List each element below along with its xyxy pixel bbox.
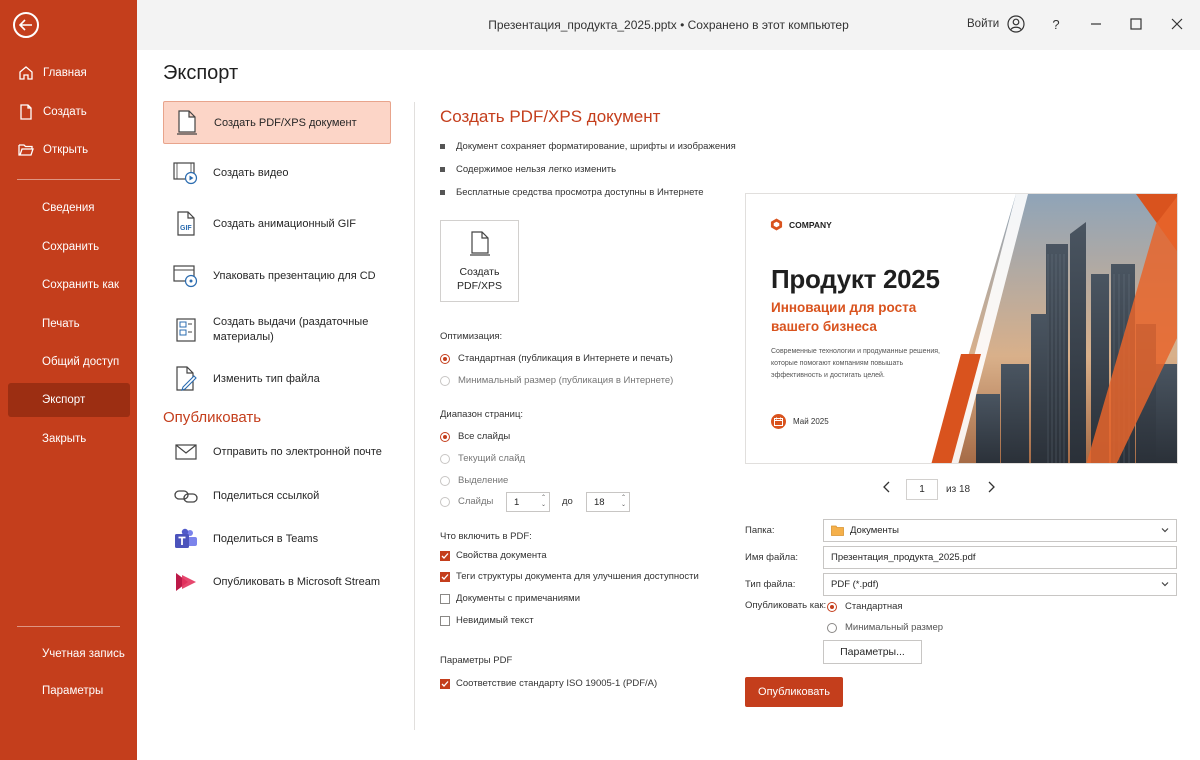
sidebar-item-save[interactable] [8,230,130,264]
export-option-label: Создать PDF/XPS документ [214,116,357,129]
radio-button[interactable] [827,623,837,633]
help-icon[interactable]: ? [1052,16,1060,32]
filetype-select[interactable]: PDF (*.pdf) [823,573,1177,596]
publish-item-label: Поделиться в Teams [213,533,319,545]
range-to-stepper[interactable]: 18 ⌃ ⌄ [586,492,630,512]
radio-button[interactable] [440,376,450,386]
svg-text:GIF: GIF [180,225,192,232]
detail-bullet: Документ сохраняет форматирование, шрифты и изображения [440,141,736,152]
stepper-arrows-icon[interactable]: ⌃ ⌄ [620,495,626,508]
optimization-standard[interactable]: Стандартная (публикация в Интернете и печать) [440,353,673,364]
range-to-label: до [562,496,573,507]
sidebar-item-label: Главная [43,67,87,79]
sidebar-item-label: Общий доступ [42,356,120,368]
checkbox[interactable] [440,616,450,626]
detail-bullet: Бесплатные средства просмотра доступны в Интернете [440,187,704,198]
radio-button[interactable] [440,476,450,486]
sidebar-item-label: Создать [43,106,87,118]
gif-icon [171,209,201,239]
publish-item-label: Поделиться ссылкой [213,490,320,502]
pdf-options-label: Параметры PDF [440,655,513,666]
detail-bullet: Содержимое нельзя легко изменить [440,164,616,175]
sidebar-item-label: Экспорт [42,394,86,406]
parameters-button[interactable]: Параметры... [823,640,922,664]
sidebar-item-share[interactable] [8,345,130,379]
export-option-pdf[interactable] [163,101,391,144]
home-icon [17,64,35,82]
maximize-icon[interactable] [1126,14,1146,34]
handouts-icon [171,315,201,345]
include-comments[interactable]: Документы с примечаниями [440,593,580,604]
include-hidden-text[interactable]: Невидимый текст [440,615,534,626]
sidebar-item-label: Сохранить как [42,279,120,291]
sidebar-item-new[interactable] [8,95,130,129]
create-pdf-xps-button[interactable] [440,220,519,302]
create-pdf-xps-label: Создать PDF/XPS [457,266,502,292]
folder-icon [831,525,844,536]
stepper-arrows-icon[interactable]: ⌃ ⌄ [540,495,546,508]
account-icon[interactable] [1006,14,1026,34]
publish-link[interactable] [163,477,391,515]
document-title: Презентация_продукта_2025.pptx • Сохранено в этот компьютер [488,18,849,32]
change-file-type-icon [171,364,201,394]
close-icon[interactable] [1167,14,1187,34]
backstage-sidebar [0,0,137,760]
slide-description: Современные технологии и продуманные решения, которые помогают компаниям повышать эффективность и достигать целей. [771,348,941,379]
next-page-icon[interactable] [987,481,995,496]
radio-button[interactable] [440,354,450,364]
sidebar-item-info[interactable] [8,191,130,225]
publish-teams[interactable] [163,520,391,558]
export-option-cd[interactable] [163,256,391,296]
radio-button[interactable] [440,454,450,464]
filename-label: Имя файла: [745,552,799,563]
sidebar-item-save-as[interactable] [8,268,130,302]
sidebar-item-export[interactable] [8,383,130,417]
checkbox-checked[interactable] [440,551,450,561]
sidebar-item-open[interactable] [8,133,130,167]
chevron-down-icon [1160,525,1170,535]
range-selection[interactable]: Выделение [440,475,508,486]
stream-icon [171,567,201,597]
radio-button[interactable] [440,432,450,442]
include-structure-tags[interactable]: Теги структуры документа для улучшения доступности [440,571,699,582]
publish-as-minimal[interactable]: Минимальный размер [827,622,943,633]
page-range-label: Диапазон страниц: [440,409,524,420]
checkbox-checked[interactable] [440,679,450,689]
hexagon-logo-icon [770,218,783,231]
range-all-slides[interactable]: Все слайды [440,431,510,442]
sidebar-item-options[interactable] [8,674,130,708]
sidebar-item-label: Открыть [43,144,89,156]
sidebar-item-label: Учетная запись [42,648,125,660]
publish-item-label: Опубликовать в Microsoft Stream [213,576,381,588]
publish-as-label: Опубликовать как: [745,600,827,611]
calendar-icon [771,414,786,429]
sidebar-item-home[interactable] [8,56,130,90]
publish-as-standard[interactable]: Стандартная [827,601,903,612]
slide-date: Май 2025 [771,414,829,429]
include-label: Что включить в PDF: [440,531,532,542]
company-logo: COMPANY [770,218,832,231]
minimize-icon[interactable] [1086,14,1106,34]
sidebar-item-print[interactable] [8,307,130,341]
sidebar-item-label: Параметры [42,685,104,697]
sidebar-item-label: Закрыть [42,433,87,445]
range-current-slide[interactable]: Текущий слайд [440,453,525,464]
page-total: из 18 [946,484,971,495]
prev-page-icon[interactable] [883,481,891,496]
range-from-stepper[interactable]: 1 ⌃ ⌄ [506,492,550,512]
folder-open-icon [17,141,35,159]
radio-button[interactable] [440,497,450,507]
slide-preview [745,193,1178,464]
export-option-label: Создать видео [213,167,289,179]
sidebar-item-account[interactable] [8,637,130,671]
optimization-label: Оптимизация: [440,331,503,342]
title-bar [137,0,1200,50]
video-icon [171,158,201,188]
export-option-label: Изменить тип файла [213,373,320,385]
filename-input[interactable]: Презентация_продукта_2025.pdf [823,546,1177,569]
publish-section-title: Опубликовать [163,409,262,426]
new-file-icon [17,103,35,121]
sidebar-item-label: Сохранить [42,241,100,253]
publish-button[interactable]: Опубликовать [745,677,843,707]
chevron-down-icon [1160,579,1170,589]
radio-button[interactable] [827,602,837,612]
sidebar-divider [17,179,120,180]
export-option-label: Упаковать презентацию для CD [213,270,376,282]
publish-stream[interactable] [163,563,391,601]
export-option-video[interactable] [163,153,391,193]
detail-title: Создать PDF/XPS документ [440,107,661,126]
sidebar-divider [17,626,120,627]
sidebar-item-label: Сведения [42,202,95,214]
email-icon [171,437,201,467]
folder-label: Папка: [745,525,775,536]
include-doc-properties[interactable]: Свойства документа [440,550,547,561]
export-option-change-type[interactable] [163,359,391,399]
page-title: Экспорт [163,62,239,84]
publish-email[interactable] [163,433,391,471]
optimization-minimal[interactable]: Минимальный размер (публикация в Интернете) [440,375,673,386]
pdf-document-icon [469,231,491,257]
filetype-label: Тип файла: [745,579,796,590]
export-pane [137,50,1200,760]
folder-select[interactable]: Документы [823,519,1177,542]
checkbox[interactable] [440,594,450,604]
pdf-document-icon [172,108,202,138]
export-option-handouts[interactable] [163,308,391,352]
range-slides[interactable]: Слайды [440,496,493,507]
export-option-gif[interactable] [163,204,391,244]
export-option-label: Создать выдачи (раздаточные материалы) [213,316,369,343]
slide-subtitle: Инновации для роста вашего бизнеса [771,300,917,334]
pdfa-compliance[interactable]: Соответствие стандарту ISO 19005-1 (PDF/A) [440,678,657,689]
column-divider [414,102,415,730]
page-number-input[interactable]: 1 [906,479,938,500]
checkbox-checked[interactable] [440,572,450,582]
back-arrow-icon[interactable] [13,12,39,38]
link-icon [171,481,201,511]
sign-in-link[interactable]: Войти [967,18,1000,30]
publish-item-label: Отправить по электронной почте [213,446,382,458]
sidebar-item-close[interactable] [8,422,130,456]
sidebar-item-label: Печать [42,318,80,330]
teams-icon [171,524,201,554]
cd-package-icon [171,261,201,291]
export-option-label: Создать анимационный GIF [213,218,357,230]
slide-title: Продукт 2025 [771,264,940,294]
